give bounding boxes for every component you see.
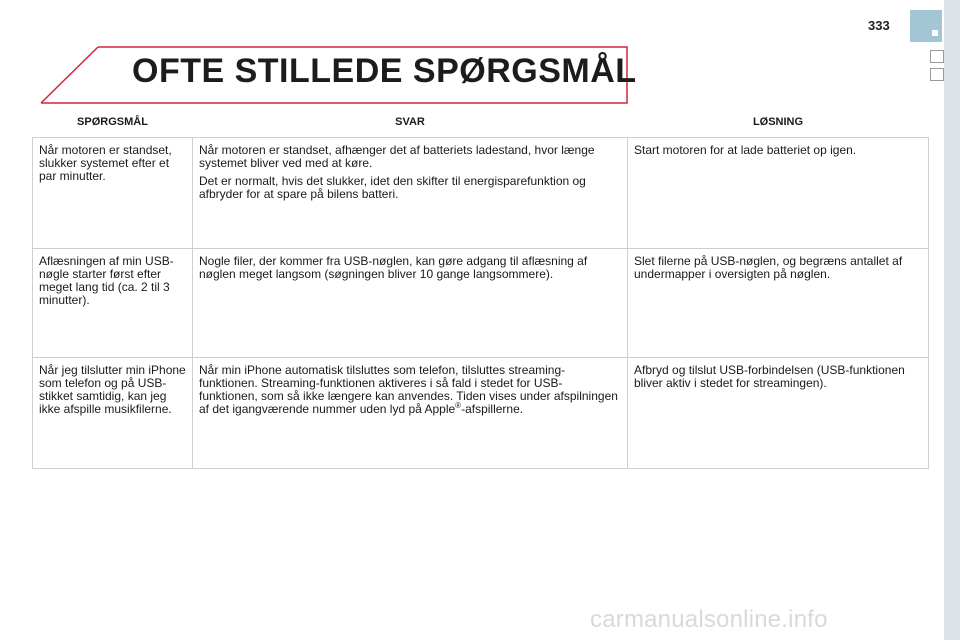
answer-paragraph: Nogle filer, der kommer fra USB-nøglen, kan gøre adgang til aflæsning af nøglen meget langsom (søgningen bliver 10 gange langsommere). — [199, 254, 588, 281]
answer-paragraph: Når motoren er standset, afhænger det af batteriets ladestand, hvor længe systemet bliver ved med at køre. — [199, 143, 595, 170]
answer-paragraph — [199, 364, 621, 416]
answer-cell — [193, 138, 628, 249]
header-answer: SVAR — [193, 108, 628, 138]
table-header-row — [33, 108, 929, 138]
chapter-tab — [910, 10, 942, 42]
answer-text: Når min iPhone automatisk tilsluttes som telefon, tilsluttes streaming-funktionen. Streaming-funktionen aktiveres i så fald i stedet for USB-funktionen, som så ikke længere kan anvendes. Tiden vises under afspilningen af det igangværende nummer uden lyd på Apple — [199, 363, 618, 416]
tab-marker — [932, 30, 938, 36]
faq-table — [32, 108, 929, 469]
registered-mark: ® — [455, 401, 462, 410]
answer-cell — [193, 358, 628, 469]
answer-paragraph: Det er normalt, hvis det slukker, idet den skifter til energisparefunktion og afbryder for at spare på bilens batteri. — [199, 174, 586, 201]
solution-cell: Slet filerne på USB-nøglen, og begræns antallet af undermapper i oversigten på nøglen. — [628, 249, 929, 358]
table-row — [33, 358, 929, 469]
side-checkbox — [930, 50, 944, 63]
page-title: OFTE STILLEDE SPØRGSMÅL — [132, 52, 637, 90]
watermark-link[interactable]: carmanualsonline.info — [590, 606, 828, 633]
answer-cell — [193, 249, 628, 358]
page-number: 333 — [868, 18, 890, 33]
side-strip — [944, 0, 960, 640]
question-cell: Når jeg tilslutter min iPhone som telefon og på USB-stikket samtidig, kan jeg ikke afspille musikfilerne. — [33, 358, 193, 469]
table-row — [33, 138, 929, 249]
question-cell: Aflæsningen af min USB-nøgle starter først efter meget lang tid (ca. 2 til 3 minutter). — [33, 249, 193, 358]
table-row — [33, 249, 929, 358]
answer-text-end: -afspillerne. — [461, 402, 524, 416]
solution-cell: Start motoren for at lade batteriet op igen. — [628, 138, 929, 249]
question-cell: Når motoren er standset, slukker systemet efter et par minutter. — [33, 138, 193, 249]
header-solution: LØSNING — [628, 108, 929, 138]
solution-cell: Afbryd og tilslut USB-forbindelsen (USB-funktionen bliver aktiv i stedet for streamingen). — [628, 358, 929, 469]
side-checkbox — [930, 68, 944, 81]
header-question: SPØRGSMÅL — [33, 108, 193, 138]
